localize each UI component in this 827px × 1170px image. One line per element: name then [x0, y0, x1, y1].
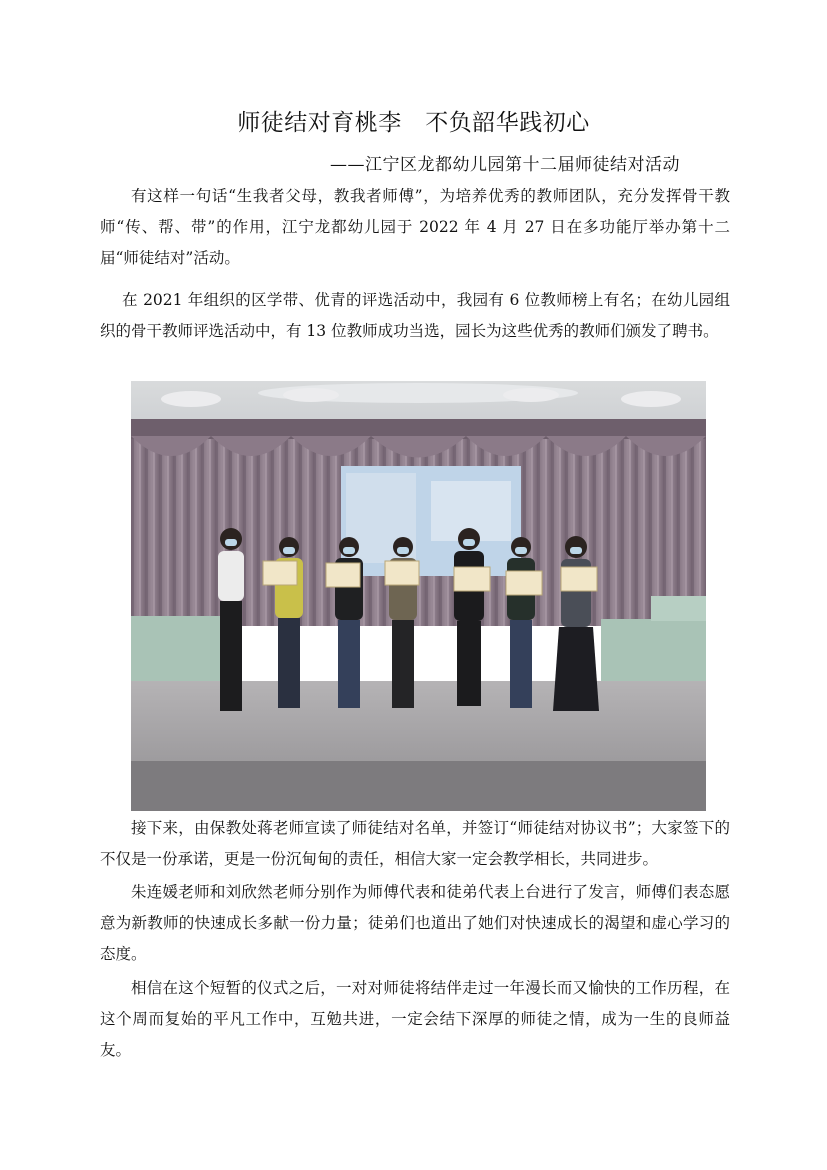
- document-subtitle: ——江宁区龙都幼儿园第十二届师徒结对活动: [330, 155, 680, 175]
- paragraph-2: 在 2021 年组织的区学带、优青的评选活动中，我园有 6 位教师榜上有名；在幼儿园组织的骨干教师评选活动中，有 13 位教师成功当选，园长为这些优秀的教师们颁发了聘书。: [100, 291, 730, 340]
- paragraph-3: 接下来，由保教处蒋老师宣读了师徒结对名单，并签订“师徒结对协议书”；大家签下的不仅是一份承诺，更是一份沉甸甸的责任，相信大家一定会教学相长，共同进步。: [100, 819, 730, 868]
- document-title: 师徒结对育桃李 不负韶华践初心: [237, 110, 590, 136]
- paragraph-4: 朱连媛老师和刘欣然老师分别作为师傅代表和徒弟代表上台进行了发言，师傅们表态愿意为新教师的快速成长多献一份力量；徒弟们也道出了她们对快速成长的渴望和虚心学习的态度。: [100, 883, 730, 963]
- paragraph-1: 有这样一句话“生我者父母，教我者师傅”，为培养优秀的教师团队，充分发挥骨干教师“传、帮、带”的作用，江宁龙都幼儿园于 2022 年 4 月 27 日在多功能厅举办第十二届“师徒结对”活动。: [100, 187, 730, 267]
- event-photo: [131, 381, 706, 811]
- paragraph-5: 相信在这个短暂的仪式之后，一对对师徒将结伴走过一年漫长而又愉快的工作历程，在这个周而复始的平凡工作中，互勉共进，一定会结下深厚的师徒之情，成为一生的良师益友。: [100, 979, 730, 1059]
